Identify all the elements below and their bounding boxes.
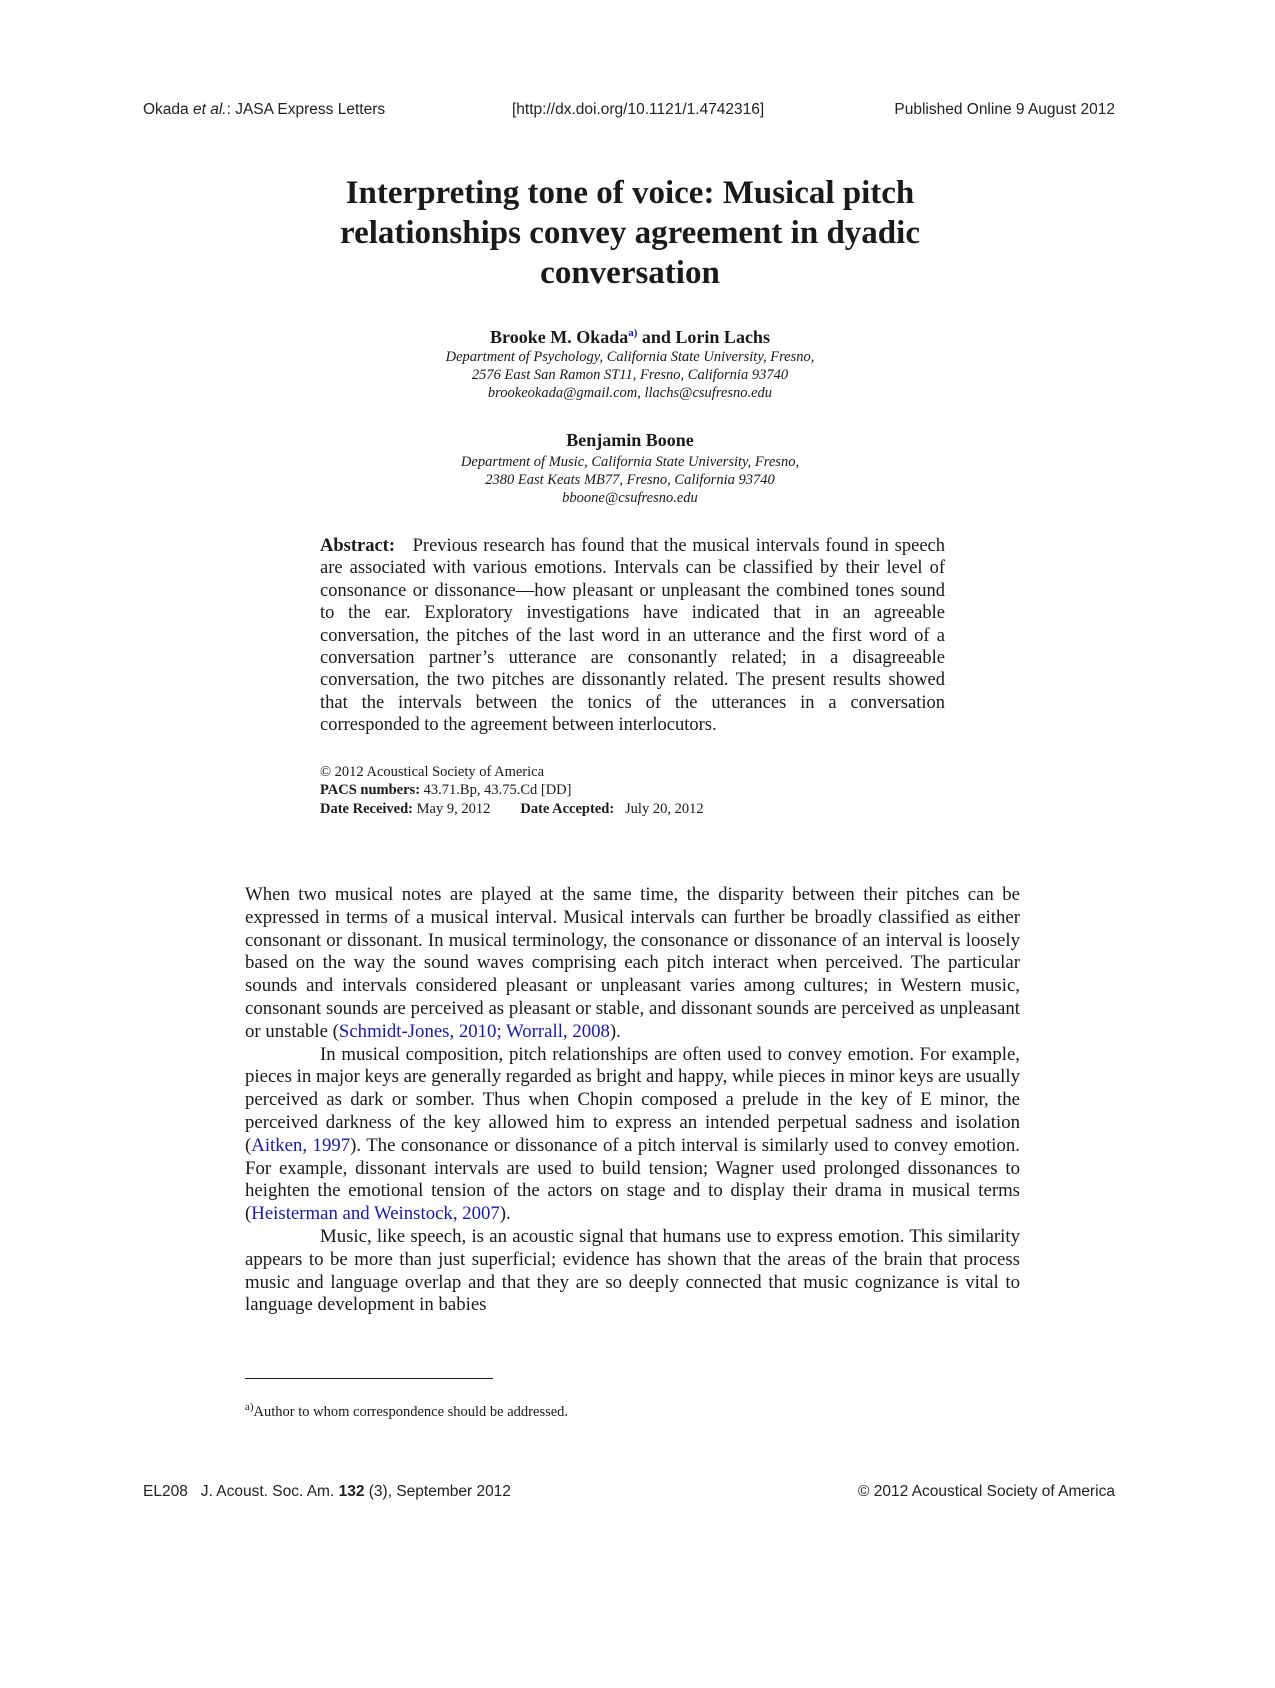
abstract <box>320 535 945 737</box>
abstract-label: Abstract: <box>320 536 396 556</box>
citation-link[interactable]: Aitken, 1997 <box>251 1134 351 1156</box>
copyright-line: © 2012 Acoustical Society of America <box>320 764 545 780</box>
footnote: $^{a)}$Author to whom correspondence should be addressed. <box>245 1401 569 1420</box>
title-line-3: conversation <box>540 255 720 291</box>
title-line-2: relationships convey agreement in dyadic <box>340 215 920 251</box>
running-head-left: Okada et al.: JASA Express Letters <box>143 101 386 118</box>
footer-copyright: © 2012 Acoustical Society of America <box>858 1483 1115 1500</box>
affiliation-2: Department of Music, California State University, Fresno, 2380 East Keats MB77, Fresno, California 93740 bboone@csufresno.edu <box>340 453 920 507</box>
published-date: Published Online 9 August 2012 <box>894 101 1115 118</box>
dates-line: Date Received: May 9, 2012 Date Accepted: July 20, 2012 <box>320 801 704 817</box>
footnote-marker-link[interactable]: a) <box>628 327 638 339</box>
author-emails-1: brookeokada@gmail.com, llachs@csufresno.edu <box>487 385 773 401</box>
body-paragraph-3: Music, like speech, is an acoustic signal that humans use to express emotion. This similarity appears to be more than just superficial; evidence has shown that the areas of the brain that process music and language overlap and that they are so deeply connected that music cognizance is vital to language development in babies <box>245 1225 1020 1316</box>
author-email-2: bboone@csufresno.edu <box>562 490 698 506</box>
citation-link[interactable]: Heisterman and Weinstock, 2007 <box>251 1203 500 1225</box>
affiliation-1: Department of Psychology, California State University, Fresno, 2576 East San Ramon ST11, Fresno, California 93740 brookeokada@gmail.com, llachs@csufresno.edu <box>340 348 920 402</box>
pacs-line: PACS numbers: 43.71.Bp, 43.75.Cd [DD] <box>320 782 572 798</box>
paper-title <box>290 173 970 293</box>
doi-link[interactable]: [http://dx.doi.org/10.1121/1.4742316] <box>512 101 765 118</box>
author-line-2: Benjamin Boone <box>566 430 694 450</box>
title-line-1: Interpreting tone of voice: Musical pitch <box>345 175 915 211</box>
body-paragraph-1: When two musical notes are played at the same time, the disparity between their pitches can be expressed in terms of a musical interval. Musical intervals can further be broadly classified as either consonant or dissonant. In musical terminology, the consonance or dissonance of an interval is loosely based on the way the sound waves comprising each pitch interact when perceived. The particular sounds and intervals considered pleasant or unpleasant varies among cultures; in Western music, consonant sounds are perceived as pleasant or stable, and dissonant sounds are perceived as unpleasant or unstable (Schmidt-Jones, 2010; Worrall, 2008). <box>245 884 1020 1042</box>
author-line-1: Brooke M. Okada$^{a)}$ and Lorin Lachs <box>490 327 770 347</box>
body-text <box>245 884 1020 1317</box>
journal-citation: EL208 J. Acoust. Soc. Am. 132 (3), September 2012 <box>143 1483 511 1500</box>
citation-link[interactable]: Worrall, 2008 <box>506 1020 610 1042</box>
body-paragraph-2: In musical composition, pitch relationships are often used to convey emotion. For example, pieces in major keys are generally regarded as bright and happy, while pieces in minor keys are usually perceived as dark or somber. Thus when Chopin composed a prelude in the key of E minor, the perceived darkness of the key allowed him to express an intended perpetual sadness and isolation (Aitken, 1997). The consonance or dissonance of a pitch interval is similarly used to convey emotion. For example, dissonant intervals are used to build tension; Wagner used prolonged dissonances to heighten the emotional tension of the actors on stage and to display their drama in musical terms (Heisterman and Weinstock, 2007). <box>245 1043 1020 1225</box>
citation-link[interactable]: Schmidt-Jones, 2010 <box>338 1020 497 1042</box>
abstract-text: Previous research has found that the musical intervals found in speech are associated with various emotions. Intervals can be classified by their level of consonance or dissonance—how pleasant or unpleasant the combined tones sound to the ear. Exploratory investigations have indicated that in an agreeable conversation, the pitches of the last word in an utterance and the first word of a conversation partner’s utterance are consonantly related; in a disagreeable conversation, the two pitches are dissonantly related. The present results showed that the intervals between the tonics of the utterances in a conversation corresponded to the agreement between interlocutors. <box>320 536 946 736</box>
footnote-divider <box>245 1378 493 1379</box>
